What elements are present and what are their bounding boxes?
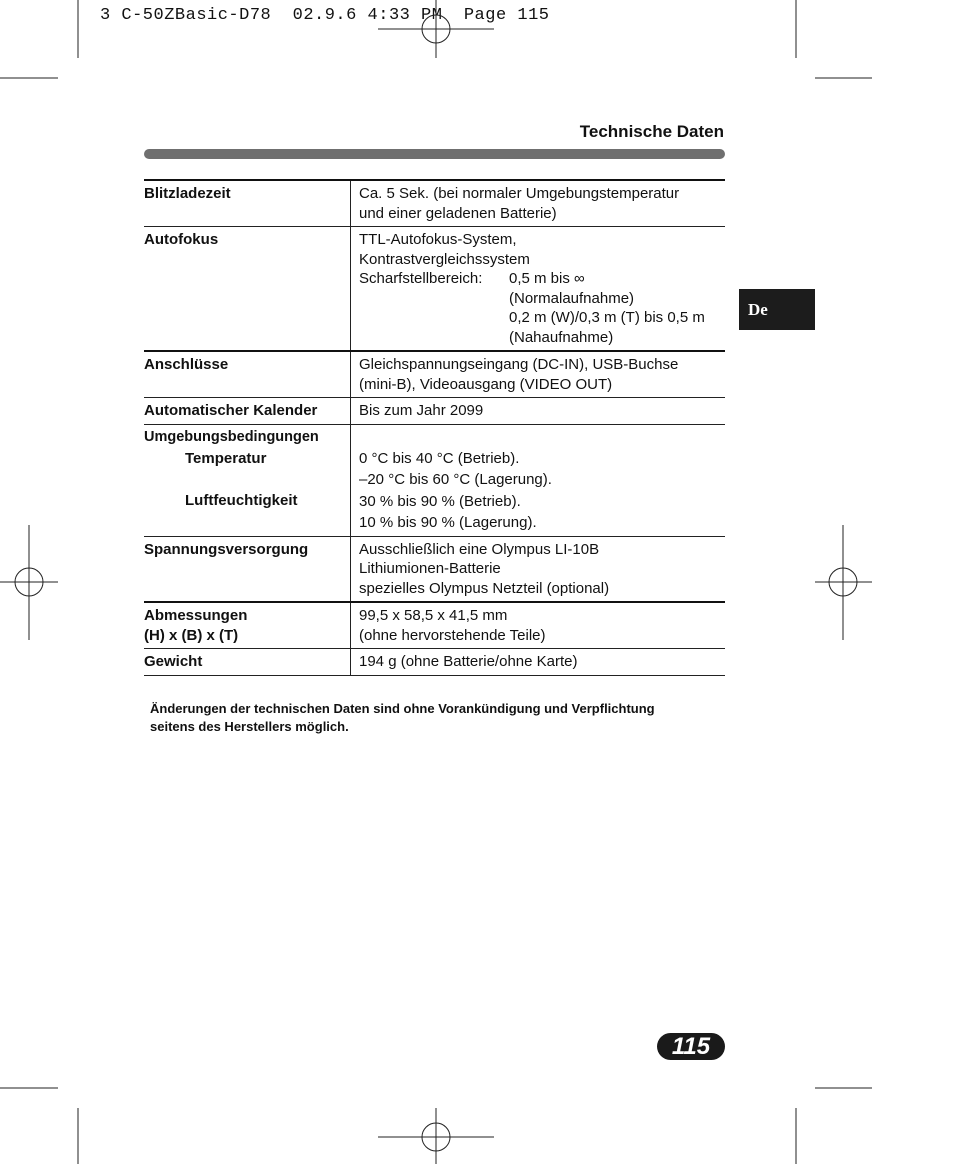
- spec-value: TTL-Autofokus-System, Kontrastvergleichssystem Scharfstellbereich: 0,5 m bis ∞ (Normalaufnahme) 0,2 m (W)/0,3 m (T) bis 0,5 m (Nahaufnahme): [351, 227, 726, 352]
- section-divider-bar: [144, 149, 725, 159]
- spec-value: Bis zum Jahr 2099: [351, 398, 726, 425]
- page-number-badge: [657, 1033, 725, 1060]
- focus-range-label: Scharfstellbereich:: [359, 270, 483, 287]
- page-number: 115: [671, 1032, 711, 1060]
- print-header: 3 C-50ZBasic-D78 02.9.6 4:33 PM Page 115: [100, 6, 550, 25]
- spec-subkey-temperatur: Temperatur: [185, 450, 267, 467]
- spec-key: Gewicht: [144, 649, 351, 676]
- focus-range: [359, 269, 725, 347]
- spec-key: Spannungsversorgung: [144, 536, 351, 602]
- spec-row-umgebung: [144, 424, 725, 536]
- spec-value: 194 g (ohne Batterie/ohne Karte): [351, 649, 726, 676]
- spec-key: Umgebungsbedingungen Temperatur Luftfeuchtigkeit: [144, 424, 351, 536]
- spec-value: Ausschließlich eine Olympus LI-10B Lithiumionen-Batterie spezielles Olympus Netzteil (optional): [351, 536, 726, 602]
- spec-subkey-luftfeuchtigkeit: Luftfeuchtigkeit: [185, 491, 298, 509]
- specs-table: [144, 179, 725, 676]
- spec-key: Blitzladezeit: [144, 180, 351, 227]
- spec-row-autofokus: [144, 227, 725, 352]
- language-tab-label: De: [748, 299, 768, 319]
- spec-value: 99,5 x 58,5 x 41,5 mm (ohne hervorstehende Teile): [351, 602, 726, 649]
- spec-row-spannung: [144, 536, 725, 602]
- spec-row-blitzladezeit: [144, 180, 725, 227]
- spec-value: 0 °C bis 40 °C (Betrieb). –20 °C bis 60 °C (Lagerung). 30 % bis 90 % (Betrieb). 10 % bis 90 % (Lagerung).: [351, 424, 726, 536]
- disclaimer-note: Änderungen der technischen Daten sind ohne Vorankündigung und Verpflichtung seitens des Herstellers möglich.: [150, 701, 655, 734]
- section-title: Technische Daten: [579, 122, 724, 141]
- focus-range-values: 0,5 m bis ∞ (Normalaufnahme) 0,2 m (W)/0,3 m (T) bis 0,5 m (Nahaufnahme): [509, 270, 705, 346]
- spec-key: Anschlüsse: [144, 351, 351, 398]
- spec-key: Automatischer Kalender: [144, 398, 351, 425]
- language-tab: [739, 289, 815, 330]
- spec-value: Gleichspannungseingang (DC-IN), USB-Buchse (mini-B), Videoausgang (VIDEO OUT): [351, 351, 726, 398]
- spec-value: Ca. 5 Sek. (bei normaler Umgebungstemperatur und einer geladenen Batterie): [351, 180, 726, 227]
- spec-row-kalender: [144, 398, 725, 425]
- spec-key: Autofokus: [144, 227, 351, 352]
- spec-row-gewicht: [144, 649, 725, 676]
- spec-key: Abmessungen (H) x (B) x (T): [144, 602, 351, 649]
- spec-row-anschluesse: [144, 351, 725, 398]
- spec-row-abmessungen: [144, 602, 725, 649]
